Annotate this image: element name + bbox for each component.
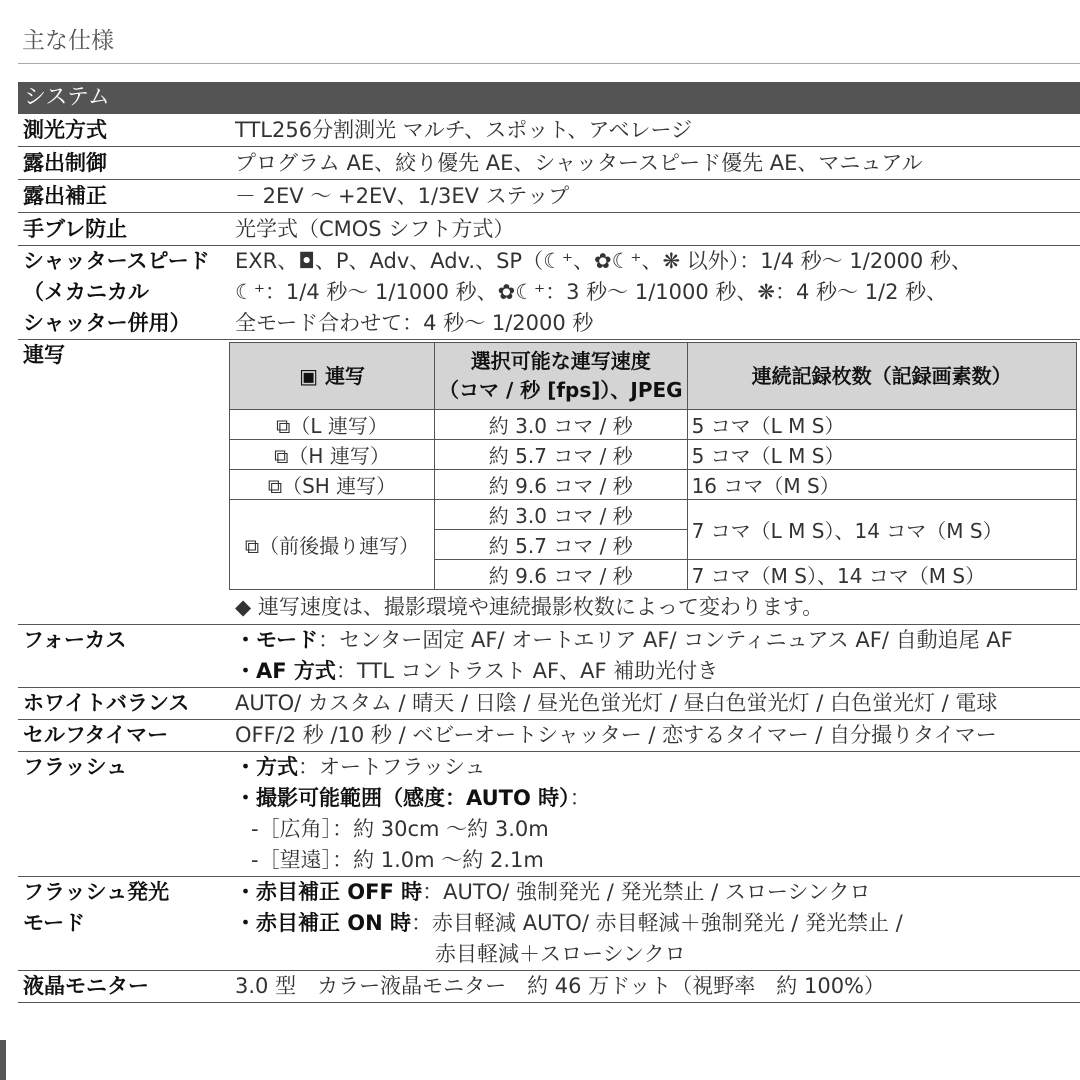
burst-count: 16 コマ（M S） — [687, 470, 1076, 500]
bullet-label: 赤目補正 OFF 時 — [256, 880, 423, 904]
row-label: 連写 — [23, 343, 65, 367]
value-line: ☾⁺：1/4 秒～ 1/1000 秒、✿☾⁺：3 秒～ 1/1000 秒、❋：4 秒～ 1/2 秒、 — [235, 280, 948, 304]
bullet: ・ — [235, 755, 256, 779]
label-line: シャッタースピード — [23, 249, 210, 273]
value-line: EXR、◘、P、Adv、Adv.、SP（☾⁺、✿☾⁺、❋ 以外）：1/4 秒～ 1/2000 秒、 — [235, 249, 972, 273]
bullet-value: ： — [569, 786, 591, 810]
row-value — [229, 340, 1080, 624]
bullet-value: ：オートフラッシュ — [298, 755, 486, 779]
mode-text: （L 連写） — [290, 414, 388, 438]
burst-note — [229, 590, 1080, 624]
row-flash-mode — [18, 877, 1080, 971]
row-stabilization — [18, 213, 1080, 246]
section-band: システム — [18, 82, 1080, 114]
row-label: 露出補正 — [23, 184, 107, 208]
heading-divider — [18, 63, 1080, 64]
burst-icon: ▣ — [299, 363, 318, 388]
burst-mode — [230, 470, 435, 500]
row-label — [18, 877, 229, 970]
table-row — [230, 440, 1077, 470]
row-value: 3.0 型 カラー液晶モニター 約 46 万ドット（視野率 約 100%） — [235, 974, 886, 998]
flash-range-line — [235, 783, 1080, 814]
bullet: ・ — [235, 659, 256, 683]
value-line: 全モード合わせて：4 秒～ 1/2000 秒 — [235, 311, 594, 335]
burst-header-mode — [230, 343, 435, 410]
burst-speed: 約 3.0 コマ / 秒 — [435, 410, 688, 440]
pre-burst-icon: ⧉ — [244, 534, 260, 558]
burst-mode — [230, 500, 435, 590]
row-label: 手ブレ防止 — [23, 217, 128, 241]
header-text: 連続記録枚数（記録画素数） — [751, 363, 1012, 388]
burst-header-count — [687, 343, 1076, 410]
row-flash — [18, 752, 1080, 877]
bullet-label: 赤目補正 ON 時 — [256, 911, 412, 935]
bullet-label: AF 方式 — [256, 659, 336, 683]
row-label: ホワイトバランス — [23, 691, 190, 715]
row-shutter-speed — [18, 246, 1080, 340]
bullet-label: 撮影可能範囲（感度：AUTO 時） — [256, 786, 570, 810]
header-text: （コマ / 秒 [fps]）、JPEG — [439, 378, 683, 402]
bullet: ・ — [235, 628, 256, 652]
row-white-balance — [18, 688, 1080, 720]
bullet-value: ：赤目軽減 AUTO/ 赤目軽減＋強制発光 / 発光禁止 / — [411, 911, 903, 935]
row-label: フォーカス — [23, 628, 127, 652]
burst-count: 7 コマ（L M S）、14 コマ（M S） — [687, 500, 1076, 560]
redeye-on-line-2: 赤目軽減＋スローシンクロ — [435, 942, 686, 966]
table-row — [230, 500, 1077, 530]
label-line: フラッシュ発光 — [23, 880, 170, 904]
row-value: AUTO/ カスタム / 晴天 / 日陰 / 昼光色蛍光灯 / 昼白色蛍光灯 / 白色蛍光灯 / 電球 — [235, 691, 998, 715]
burst-mode — [230, 410, 435, 440]
burst-h-icon: ⧉ — [274, 444, 289, 468]
mode-text: （H 連写） — [288, 444, 390, 468]
burst-table — [229, 342, 1077, 590]
row-self-timer — [18, 720, 1080, 752]
burst-count: 5 コマ（L M S） — [687, 440, 1076, 470]
row-label: フラッシュ — [23, 755, 128, 779]
row-value: － 2EV ～ +2EV、1/3EV ステップ — [235, 184, 570, 208]
row-label: 液晶モニター — [23, 974, 149, 998]
row-exposure-control — [18, 147, 1080, 180]
row-value — [229, 752, 1080, 876]
row-value — [229, 246, 1080, 339]
burst-header-speed — [435, 343, 688, 410]
row-label: 露出制御 — [23, 151, 107, 175]
bullet: ・ — [235, 880, 256, 904]
page-heading: 主な仕様 — [22, 28, 114, 54]
row-value: プログラム AE、絞り優先 AE、シャッタースピード優先 AE、マニュアル — [235, 151, 923, 175]
row-label: セルフタイマー — [23, 723, 169, 747]
row-focus — [18, 625, 1080, 688]
row-label — [18, 246, 229, 339]
flash-wide-line: -［広角］：約 30cm ～約 3.0m — [251, 817, 549, 841]
burst-speed: 約 9.6 コマ / 秒 — [435, 560, 688, 590]
note-icon: ◆ — [235, 595, 252, 619]
burst-speed: 約 3.0 コマ / 秒 — [435, 500, 688, 530]
row-exposure-comp — [18, 180, 1080, 213]
redeye-off-line — [235, 877, 1080, 908]
table-row — [230, 410, 1077, 440]
header-text: 連写 — [324, 363, 365, 388]
row-value: OFF/2 秒 /10 秒 / ベビーオートシャッター / 恋するタイマー / 自分撮りタイマー — [235, 723, 997, 747]
page-edge-marker — [0, 1040, 6, 1080]
bullet-value: ：AUTO/ 強制発光 / 発光禁止 / スローシンクロ — [422, 880, 871, 904]
mode-text: （前後撮り連写） — [259, 534, 420, 558]
burst-count: 5 コマ（L M S） — [687, 410, 1076, 440]
burst-speed: 約 5.7 コマ / 秒 — [435, 440, 688, 470]
note-text: 連写速度は、撮影環境や連続撮影枚数によって変わります。 — [257, 595, 824, 619]
flash-method-line — [235, 752, 1080, 783]
label-line: モード — [23, 911, 86, 935]
row-value: TTL256分割測光 マルチ、スポット、アベレージ — [235, 118, 693, 142]
bullet-value: ：センター固定 AF/ オートエリア AF/ コンティニュアス AF/ 自動追尾 AF — [318, 628, 1013, 652]
redeye-on-line — [235, 908, 1080, 939]
burst-speed: 約 9.6 コマ / 秒 — [435, 470, 688, 500]
burst-mode — [230, 440, 435, 470]
label-line: （メカニカル — [23, 280, 149, 304]
label-line: シャッター併用） — [23, 311, 191, 335]
table-row — [230, 470, 1077, 500]
focus-method-line — [235, 656, 1080, 687]
burst-count: 7 コマ（M S）、14 コマ（M S） — [687, 560, 1076, 590]
focus-mode-line — [235, 625, 1080, 656]
bullet-label: モード — [256, 628, 319, 652]
flash-tele-line: -［望遠］：約 1.0m ～約 2.1m — [251, 848, 544, 872]
burst-speed: 約 5.7 コマ / 秒 — [435, 530, 688, 560]
row-label: 測光方式 — [23, 118, 107, 142]
row-burst — [18, 340, 1080, 625]
burst-l-icon: ⧉ — [276, 414, 291, 438]
row-lcd — [18, 971, 1080, 1003]
header-text: 選択可能な連写速度 — [470, 349, 651, 373]
burst-sh-icon: ⧉ — [267, 474, 283, 498]
mode-text: （SH 連写） — [282, 474, 397, 498]
bullet: ・ — [235, 786, 256, 810]
bullet-label: 方式 — [256, 755, 298, 779]
bullet-value: ：TTL コントラスト AF、AF 補助光付き — [335, 659, 719, 683]
spec-table — [18, 82, 1080, 1003]
row-value — [229, 625, 1080, 687]
burst-header-row — [230, 343, 1077, 410]
row-value — [229, 877, 1080, 970]
bullet: ・ — [235, 911, 256, 935]
row-value: 光学式（CMOS シフト方式） — [235, 217, 515, 241]
row-metering — [18, 114, 1080, 147]
